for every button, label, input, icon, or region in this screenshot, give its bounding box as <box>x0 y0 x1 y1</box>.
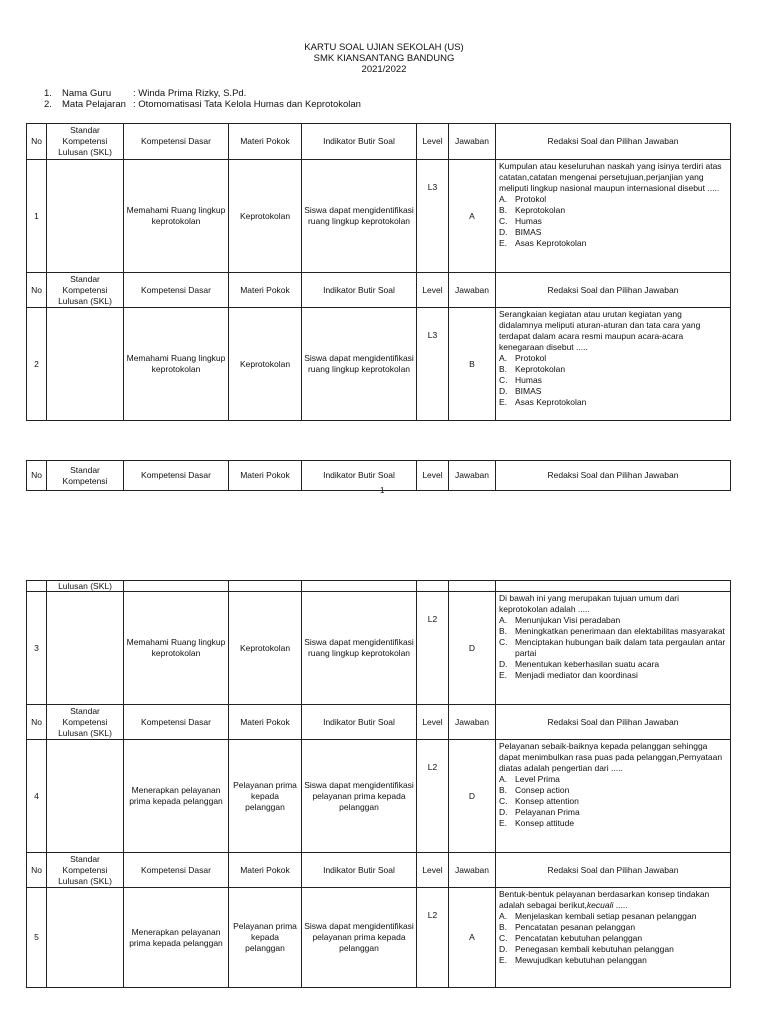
col-materi: Materi Pokok <box>229 853 302 888</box>
question-level: L3 <box>417 160 449 273</box>
option-letter: C. <box>499 933 508 943</box>
col-kd: Kompetensi Dasar <box>124 705 229 740</box>
col-jawaban: Jawaban <box>449 273 496 308</box>
option-text: Protokol <box>515 353 547 363</box>
option-letter: C. <box>499 216 508 226</box>
col-jawaban: Jawaban <box>449 853 496 888</box>
option-text: Menciptakan hubungan baik dalam tata pergaulan antar partai <box>515 637 726 658</box>
option-letter: D. <box>499 807 508 817</box>
option-text: Level Prima <box>515 774 560 784</box>
question-skl <box>47 888 124 988</box>
col-materi: Materi Pokok <box>229 461 302 491</box>
question-row <box>27 740 731 853</box>
option-text: BIMAS <box>515 386 542 396</box>
question-stem: Pelayanan sebaik-baiknya kepada pelanggan sehingga dapat menimbulkan rasa puas pada pelanggan,Pernyataan diatas adalah pengertian dari ..... <box>499 741 723 773</box>
subject-name: : Otomomatisasi Tata Kelola Humas dan Keprotokolan <box>133 99 361 110</box>
col-no: No <box>27 461 47 491</box>
answer-option <box>499 911 727 922</box>
col-skl: Standar Kompetensi Lulusan (SKL) <box>47 273 124 308</box>
option-letter: E. <box>499 397 508 407</box>
question-skl <box>47 740 124 853</box>
option-text: Penegasan kembali kebutuhan pelanggan <box>515 944 674 954</box>
question-row <box>27 592 731 705</box>
option-letter: A. <box>499 774 508 784</box>
table-header-row <box>27 124 731 160</box>
question-stem: Bentuk-bentuk pelayanan berdasarkan konsep tindakan adalah sebagai berikut,kecuali ..... <box>499 889 710 910</box>
col-jawaban: Jawaban <box>449 124 496 160</box>
question-materi: Keprotokolan <box>229 308 302 421</box>
question-text-cell <box>496 592 731 705</box>
question-stem: Serangkaian kegiatan atau urutan kegiatan yang didalamnya meliputi aturan-aturan dan tata cara yang terdapat dalam acara resmi maupun acara-acara kenegaraan disebut ..... <box>499 309 701 352</box>
answer-option <box>499 670 727 681</box>
col-level: Level <box>417 705 449 740</box>
option-letter: E. <box>499 238 508 248</box>
col-materi: Materi Pokok <box>229 705 302 740</box>
col-level: Level <box>417 273 449 308</box>
question-stem: Di bawah ini yang merupakan tujuan umum dari keprotokolan adalah ..... <box>499 593 680 614</box>
answer-option <box>499 796 727 807</box>
col-indikator: Indikator Butir Soal <box>302 461 417 491</box>
col-kd: Kompetensi Dasar <box>124 461 229 491</box>
option-letter: E. <box>499 818 508 828</box>
table-header-row <box>27 705 731 740</box>
question-kd: Menerapkan pelayanan prima kepada pelanggan <box>124 888 229 988</box>
question-row <box>27 160 731 273</box>
option-letter: E. <box>499 670 508 680</box>
option-letter: A. <box>499 615 508 625</box>
table-header-row <box>27 853 731 888</box>
col-no: No <box>27 705 47 740</box>
col-no: No <box>27 273 47 308</box>
question-no: 4 <box>27 740 47 853</box>
col-level: Level <box>417 853 449 888</box>
col-jawaban: Jawaban <box>449 461 496 491</box>
question-answer: D <box>449 592 496 705</box>
answer-option <box>499 818 727 829</box>
col-skl: Standar Kompetensi Lulusan (SKL) <box>47 124 124 160</box>
option-letter: D. <box>499 227 508 237</box>
col-materi: Materi Pokok <box>229 273 302 308</box>
col-redaksi: Redaksi Soal dan Pilihan Jawaban <box>496 705 731 740</box>
question-materi: Keprotokolan <box>229 592 302 705</box>
option-letter: C. <box>499 796 508 806</box>
answer-option <box>499 216 727 227</box>
question-row <box>27 308 731 421</box>
col-redaksi: Redaksi Soal dan Pilihan Jawaban <box>496 124 731 160</box>
doc-title: KARTU SOAL UJIAN SEKOLAH (US) <box>304 42 464 53</box>
option-text: Consep action <box>515 785 570 795</box>
page-number: 1 <box>380 486 385 495</box>
answer-option <box>499 933 727 944</box>
question-answer: A <box>449 888 496 988</box>
option-text: Pelayanan Prima <box>515 807 580 817</box>
school-name: SMK KIANSANTANG BANDUNG <box>313 53 455 64</box>
option-text: Konsep attitude <box>515 818 575 828</box>
answer-option <box>499 615 727 626</box>
col-no: No <box>27 124 47 160</box>
question-table-2-top <box>26 460 731 491</box>
answer-option <box>499 364 727 375</box>
col-skl: Standar Kompetensi Lulusan (SKL) <box>47 705 124 740</box>
option-letter: C. <box>499 637 508 647</box>
question-text-cell <box>496 740 731 853</box>
answer-option <box>499 659 727 670</box>
answer-option <box>499 353 727 364</box>
question-kd: Memahami Ruang lingkup keprotokolan <box>124 592 229 705</box>
option-letter: C. <box>499 375 508 385</box>
question-kd: Memahami Ruang lingkup keprotokolan <box>124 308 229 421</box>
col-skl: Standar Kompetensi <box>47 461 124 491</box>
option-letter: E. <box>499 955 508 965</box>
answer-option <box>499 785 727 796</box>
question-indikator: Siswa dapat mengidentifikasi pelayanan prima kepada pelanggan <box>302 888 417 988</box>
answer-option <box>499 774 727 785</box>
option-text: Pencatatan kebutuhan pelanggan <box>515 933 643 943</box>
answer-option <box>499 807 727 818</box>
question-indikator: Siswa dapat mengidentifikasi ruang lingkup keprotokolan <box>302 308 417 421</box>
option-text: Keprotokolan <box>515 364 566 374</box>
question-answer: A <box>449 160 496 273</box>
option-text: Mewujudkan kebutuhan pelanggan <box>515 955 647 965</box>
question-kd: Menerapkan pelayanan prima kepada pelanggan <box>124 740 229 853</box>
col-indikator: Indikator Butir Soal <box>302 273 417 308</box>
answer-option <box>499 955 727 966</box>
option-letter: B. <box>499 364 508 374</box>
col-skl-tail: Lulusan (SKL) <box>47 581 124 592</box>
question-skl <box>47 592 124 705</box>
col-level: Level <box>417 461 449 491</box>
option-letter: D. <box>499 659 508 669</box>
col-kd: Kompetensi Dasar <box>124 273 229 308</box>
question-materi: Keprotokolan <box>229 160 302 273</box>
option-text: Konsep attention <box>515 796 579 806</box>
question-text-cell <box>496 160 731 273</box>
col-jawaban: Jawaban <box>449 705 496 740</box>
col-indikator: Indikator Butir Soal <box>302 853 417 888</box>
option-letter: B. <box>499 785 508 795</box>
question-skl <box>47 308 124 421</box>
table-header-tail <box>27 581 731 592</box>
question-answer: D <box>449 740 496 853</box>
teacher-name: : Winda Prima Rizky, S.Pd. <box>133 88 247 99</box>
option-text: Humas <box>515 216 542 226</box>
question-level: L2 <box>417 740 449 853</box>
question-kd: Memahami Ruang lingkup keprotokolan <box>124 160 229 273</box>
option-text: Menentukan keberhasilan suatu acara <box>515 659 660 669</box>
answer-option <box>499 922 727 933</box>
question-materi: Pelayanan prima kepada pelanggan <box>229 888 302 988</box>
question-skl <box>47 160 124 273</box>
col-indikator: Indikator Butir Soal <box>302 705 417 740</box>
question-no: 2 <box>27 308 47 421</box>
option-text: Menunjukan Visi peradaban <box>515 615 621 625</box>
answer-option <box>499 397 727 408</box>
col-redaksi: Redaksi Soal dan Pilihan Jawaban <box>496 853 731 888</box>
question-no: 3 <box>27 592 47 705</box>
info-teacher: 1. Nama Guru : Winda Prima Rizky, S.Pd. <box>44 88 247 99</box>
school-year: 2021/2022 <box>361 64 407 75</box>
info-subject: 2. Mata Pelajaran : Otomomatisasi Tata Kelola Humas dan Keprotokolan <box>44 99 361 110</box>
question-no: 5 <box>27 888 47 988</box>
answer-option <box>499 637 727 659</box>
answer-option <box>499 386 727 397</box>
question-level: L3 <box>417 308 449 421</box>
option-letter: B. <box>499 205 508 215</box>
answer-option <box>499 375 727 386</box>
question-row <box>27 888 731 988</box>
question-table-2-cont <box>26 580 731 988</box>
question-stem-italic: kecuali <box>586 900 614 910</box>
question-level: L2 <box>417 592 449 705</box>
col-kd: Kompetensi Dasar <box>124 853 229 888</box>
col-redaksi: Redaksi Soal dan Pilihan Jawaban <box>496 461 731 491</box>
answer-option <box>499 238 727 249</box>
question-level: L2 <box>417 888 449 988</box>
option-letter: A. <box>499 353 508 363</box>
option-text: BIMAS <box>515 227 542 237</box>
table-header-row <box>27 273 731 308</box>
answer-option <box>499 227 727 238</box>
question-no: 1 <box>27 160 47 273</box>
question-table-1 <box>26 123 731 421</box>
option-text: Menjadi mediator dan koordinasi <box>515 670 638 680</box>
option-letter: D. <box>499 944 508 954</box>
option-letter: D. <box>499 386 508 396</box>
option-letter: A. <box>499 194 508 204</box>
question-materi: Pelayanan prima kepada pelanggan <box>229 740 302 853</box>
option-text: Menjelaskan kembali setiap pesanan pelanggan <box>515 911 697 921</box>
col-redaksi: Redaksi Soal dan Pilihan Jawaban <box>496 273 731 308</box>
col-level: Level <box>417 124 449 160</box>
answer-option <box>499 194 727 205</box>
question-answer: B <box>449 308 496 421</box>
option-text: Keprotokolan <box>515 205 566 215</box>
col-indikator: Indikator Butir Soal <box>302 124 417 160</box>
option-text: Pencatatan pesanan pelanggan <box>515 922 636 932</box>
question-text-cell <box>496 308 731 421</box>
answer-option <box>499 205 727 216</box>
question-indikator: Siswa dapat mengidentifikasi ruang lingkup keprotokolan <box>302 592 417 705</box>
option-text: Humas <box>515 375 542 385</box>
col-materi: Materi Pokok <box>229 124 302 160</box>
answer-option <box>499 626 727 637</box>
col-kd: Kompetensi Dasar <box>124 124 229 160</box>
question-stem: Kumpulan atau keseluruhan naskah yang isinya terdiri atas catatan,catatan mengenai persetujuan,perjanjian yang meliputi lingkup nasional maupun internasional disebut ..... <box>499 161 722 193</box>
answer-option <box>499 944 727 955</box>
question-indikator: Siswa dapat mengidentifikasi pelayanan prima kepada pelanggan <box>302 740 417 853</box>
option-text: Asas Keprotokolan <box>515 397 587 407</box>
option-text: Asas Keprotokolan <box>515 238 587 248</box>
option-letter: B. <box>499 922 508 932</box>
option-text: Protokol <box>515 194 547 204</box>
option-letter: B. <box>499 626 508 636</box>
question-indikator: Siswa dapat mengidentifikasi ruang lingkup keprotokolan <box>302 160 417 273</box>
option-text: Meningkatkan penerimaan dan elektabilitas masyarakat <box>515 626 725 636</box>
option-letter: A. <box>499 911 508 921</box>
table-header-row <box>27 461 731 491</box>
col-skl: Standar Kompetensi Lulusan (SKL) <box>47 853 124 888</box>
col-no: No <box>27 853 47 888</box>
question-text-cell <box>496 888 731 988</box>
